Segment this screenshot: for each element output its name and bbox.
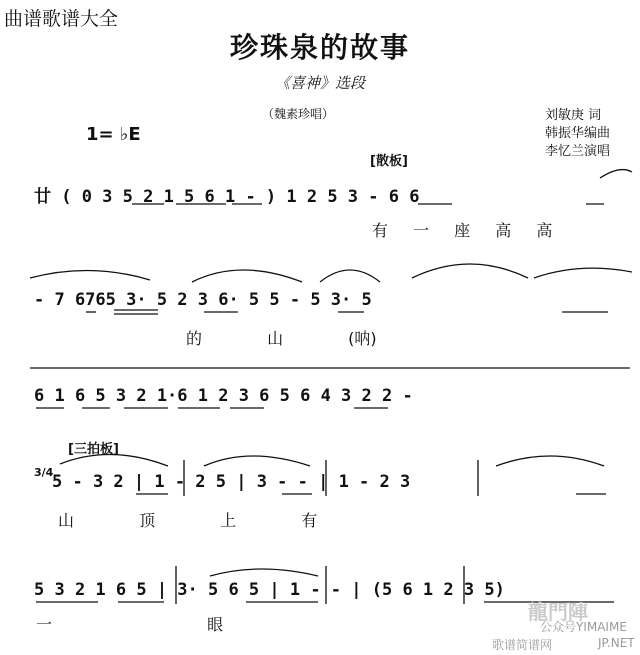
score-row-4-notes: 5 - 3 2 | 1 - 2 5 | 3 - - | 1 - 2 3 xyxy=(52,472,411,492)
song-title: 珍珠泉的故事 xyxy=(229,31,410,64)
score-row-1-notes: 廿 ( 0 3 5 2 1 5 6 1 - ) 1 2 5 3 - 6 6 xyxy=(34,187,420,207)
watermark-url: JP.NET xyxy=(598,636,635,650)
score-row-2-lyrics: 的 山 (呐) xyxy=(186,329,377,348)
score-row-5-lyrics: 一 眼 xyxy=(36,615,224,634)
lyricist-credit: 刘敏庚 词 xyxy=(545,108,602,123)
score-row-3-notes: 6 1 6 5 3 2 1·6 1 2 3 6 5 6 4 3 2 2 - xyxy=(34,386,413,406)
sanban-tag: [散板] xyxy=(370,154,408,169)
score-row-5-notes: 5 3 2 1 6 5 | 3· 5 6 5 | 1 - - | (5 6 1 2 3 5) xyxy=(34,580,505,600)
watermark-site: 歌谱简谱网 xyxy=(492,638,553,652)
watermark-account: 公众号YIMAIME xyxy=(540,620,627,634)
score-row-1-lyrics: 有 一 座 高 高 xyxy=(372,221,553,240)
key-signature: 1= ♭E xyxy=(86,124,141,145)
singer-note: （魏素珍唱） xyxy=(262,107,335,121)
score-row-2-notes: - 7 6765 3· 5 2 3 6· 5 5 - 5 3· 5 xyxy=(34,290,372,310)
arranger-credit: 韩振华编曲 xyxy=(545,126,611,141)
time-signature: 3/4 xyxy=(34,466,54,479)
site-label: 曲谱歌谱大全 xyxy=(4,8,119,30)
watermark-logo: 龍門陣 xyxy=(528,600,588,624)
score-row-4-lyrics: 山 顶 上 有 xyxy=(58,511,318,530)
sanpaiban-tag: [三拍板] xyxy=(68,442,119,457)
song-subtitle: 《喜神》选段 xyxy=(274,74,365,92)
performer-credit: 李忆兰演唱 xyxy=(545,144,611,159)
